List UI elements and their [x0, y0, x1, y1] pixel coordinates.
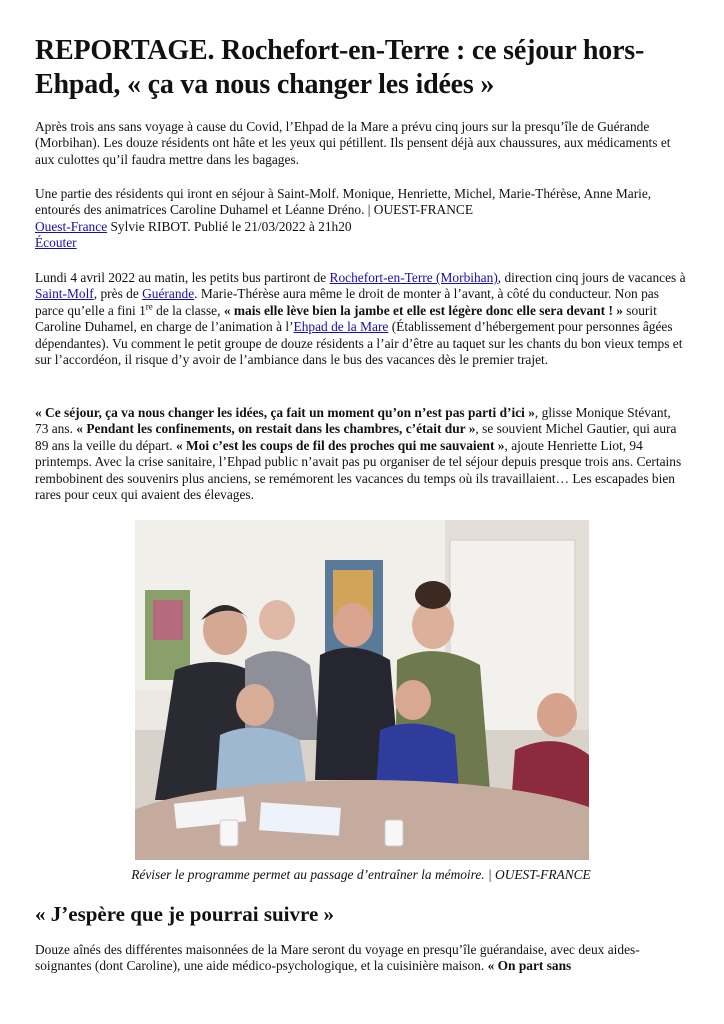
quote-bold: « Moi c’est les coups de fil des proches qui me sauvaient »	[175, 437, 505, 453]
top-photo-credit: Une partie des résidents qui iront en séjour à Saint-Molf. Monique, Henriette, Michel, Marie-Thérèse, Anne Marie, entourés des animatrices Caroline Duhamel et Léanne Dréno. | OUEST-FRANCE	[35, 186, 652, 218]
link-ehpad-de-la-mare[interactable]: Ehpad de la Mare	[293, 319, 389, 335]
link-guerande[interactable]: Guérande	[142, 286, 195, 302]
article-photo	[135, 520, 589, 860]
photo-illustration	[135, 520, 589, 860]
text: de la classe,	[152, 302, 224, 318]
credit-block	[35, 186, 687, 252]
quote-bold: « Ce séjour, ça va nous changer les idées, ça fait un moment qu’on n’est pas parti d’ici »	[35, 405, 535, 420]
link-saint-molf[interactable]: Saint-Molf	[35, 286, 94, 302]
quote-bold: « mais elle lève bien la jambe et elle est légère donc elle sera devant ! »	[223, 302, 623, 318]
text: Lundi 4 avril 2022 au matin, les petits bus partiront de	[35, 270, 330, 285]
paragraph-1	[35, 270, 687, 368]
paragraph-3	[35, 942, 687, 975]
link-rochefort[interactable]: Rochefort-en-Terre (Morbihan)	[329, 270, 498, 285]
article-title: REPORTAGE. Rochefort-en-Terre : ce séjour hors-Ehpad, « ça va nous changer les idées »	[35, 35, 645, 100]
byline: Sylvie RIBOT. Publié le 21/03/2022 à 21h20	[107, 218, 352, 234]
listen-link[interactable]: Écouter	[35, 235, 77, 251]
photo-caption: Réviser le programme permet au passage d’entraîner la mémoire. | OUEST-FRANCE	[131, 867, 591, 882]
quote-bold: « On part sans	[487, 958, 572, 974]
text: , ajoute Henriette Liot, 94 printemps. Avec la crise sanitaire, l’Ehpad public n’avait pas pu organiser de tel séjour depuis presque trois ans. Certains rembobinent des souvenirs plus anciens, se remémorent les vacances du temps où ils travaillaient… Les escapades bien rares pour ceux qui avaient des élevages.	[35, 437, 682, 503]
text: . Marie-Thérèse aura même le droit de monter à l’avant, à côté du conducteur. Non pas parce qu’elle a fini 1	[35, 286, 659, 318]
text: , glisse Monique Stévant, 73 ans.	[35, 405, 671, 437]
lead-paragraph: Après trois ans sans voyage à cause du Covid, l’Ehpad de la Mare a prévu cinq jours sur la presqu’île de Guérande (Morbihan). Les douze résidents ont hâte et les yeux qui pétillent. Ils pensent déjà aux chaussures, aux médicaments et aux culottes qu’il faudra mettre dans les bagages.	[35, 119, 671, 167]
text: , près de	[93, 286, 143, 302]
text: Douze aînés des différentes maisonnées de la Mare seront du voyage en presqu’île guérandaise, avec deux aides-soignantes (dont Caroline), une aide médico-psychologique, et la cuisinière maison.	[35, 942, 640, 974]
section-heading: « J’espère que je pourrai suivre »	[35, 902, 335, 926]
text: sourit Caroline Duhamel, en charge de l’animation à l’	[35, 302, 657, 335]
text: , se souvient Michel Gautier, qui aura 89 ans la veille du départ.	[35, 421, 677, 453]
text: , direction cinq jours de vacances à	[497, 270, 686, 285]
quote-bold: « Pendant les confinements, on restait dans les chambres, c’était dur »	[76, 421, 476, 437]
source-link[interactable]: Ouest-France	[35, 218, 108, 234]
paragraph-2	[35, 405, 687, 503]
text: (Établissement d’hébergement pour personnes âgées dépendantes). Vu comment le petit groupe de douze résidents a l’air d’être au taquet sur les chants du bon vieux temps et sur l’accordéon, il risque d’y avoir de l’ambiance dans le bus des vacances dès le premier trajet.	[35, 319, 683, 368]
superscript: re	[145, 301, 153, 312]
